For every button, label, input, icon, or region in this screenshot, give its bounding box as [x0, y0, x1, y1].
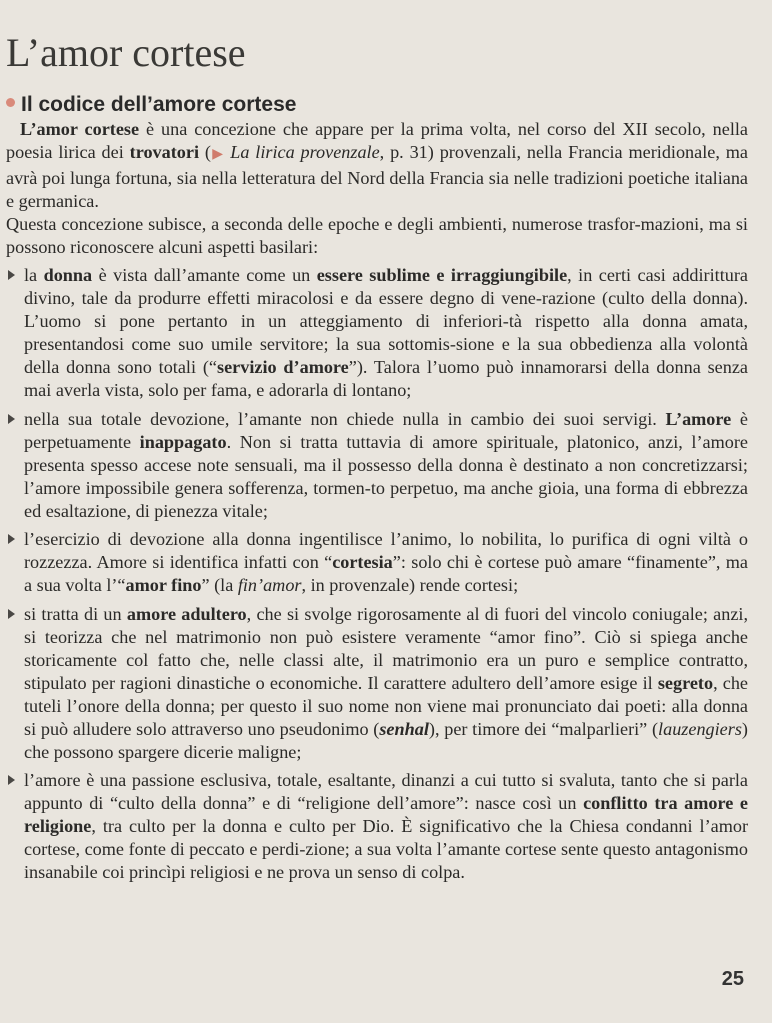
text: , in certi casi addirittura divino, tale da produrre effetti miracolosi e da essere degno di vene-razione (culto della donna). L’uomo si pone pertanto in un atteggiamento di inferiori-tà rispetto alla donna amata, presentandosi come suo umile servitore; la sua sottomis-sione e la sua obbedienza alla volontà della donna sono totali (“ [24, 265, 748, 378]
term: conflitto tra amore e religione [24, 793, 748, 837]
text: ”: solo chi è cortese può amare “finamente”, ma a sua volta l’“ [24, 552, 748, 596]
text: , tra culto per la donna e culto per Dio. È significativo che la Chiesa condanni l’amor cortese, come fonte di peccato e perdi-zione; a sua volta l’amante cortese sente questo antagonismo insanabile coi princìpi religiosi e ne prova un senso di colpa. [24, 816, 748, 883]
term: amore adultero [126, 604, 247, 625]
page-number: 25 [721, 968, 744, 990]
list-item [6, 769, 748, 884]
italic-term: fin’amor [237, 575, 302, 596]
italic-term: lauzengiers [658, 718, 742, 739]
text: è vista dall’amante come un [92, 265, 317, 286]
term: L’amore [665, 408, 732, 429]
list-item [6, 603, 748, 763]
bullet-dot-icon [6, 98, 15, 107]
text: la [24, 265, 44, 286]
list-item [6, 408, 748, 523]
text: l’amore è una passione esclusiva, totale, esaltante, dinanzi a cui tutto si svaluta, tanto che si parla appunto di “culto della donna” e di “religione dell’amore”: nasce così un [24, 770, 748, 814]
text: . Non si tratta tuttavia di amore spirituale, platonico, anzi, l’amore presenta spesso accese note sensuali, ma il possesso della donna è destinato a non concretizzarsi; l’amore impossibile genera sofferenza, tormen-to perpetuo, ma anche gioia, una forma di ebbrezza ed esaltazione, di pienezza vitale; [24, 431, 748, 521]
bullet-arrow-icon [8, 775, 15, 785]
term: trovatori [129, 141, 199, 162]
chapter-title: L’amor cortese [6, 30, 246, 75]
term: segreto [657, 672, 714, 693]
section-heading [6, 92, 296, 118]
bullet-arrow-icon [8, 270, 15, 280]
text: è una concezione che appare per la prima volta, nel corso del XII secolo, nella poesia lirica dei [6, 119, 748, 162]
text: l’esercizio di devozione alla donna ingentilisce l’animo, lo nobilita, lo purifica di ogni viltà o rozzezza. Amore si identifica infatti con “ [24, 529, 748, 573]
text: provenzali, nella Francia meridionale, ma avrà poi lunga fortuna, sia nella letteratura del Nord della Francia sia nelle tradizioni poetiche italiana e germanica. [6, 141, 748, 211]
intro-paragraph-2: Questa concezione subisce, a seconda delle epoche e degli ambienti, numerose trasfor-mazioni, ma si possono riconoscere alcuni aspetti basilari: [6, 213, 748, 257]
bullet-arrow-icon [8, 534, 15, 544]
text: ” (la [201, 575, 238, 596]
text: , in provenzale) rende cortesi; [301, 575, 519, 596]
term: essere sublime e irraggiungibile [316, 265, 568, 286]
cross-reference-link[interactable]: La lirica provenzale [230, 141, 380, 162]
bullet-arrow-icon [8, 414, 15, 424]
text: ”). Talora l’uomo può innamorarsi della donna senza mai averla vista, solo per fama, e adorarla di lontano; [24, 357, 748, 400]
term: L’amor cortese [20, 119, 140, 139]
body-text [6, 118, 748, 890]
term: cortesia [332, 552, 393, 573]
list-item [6, 264, 748, 401]
text: è perpetuamente [24, 408, 749, 452]
text: ), per timore dei “malparlieri” ( [428, 718, 659, 739]
term: servizio d’amore [217, 357, 349, 378]
text: nella sua totale devozione, l’amante non chiede nulla in cambio dei suoi servigi. [24, 408, 666, 429]
term: amor fino [125, 575, 202, 596]
term: inappagato [139, 431, 227, 452]
list-item [6, 528, 748, 597]
text: , che si svolge rigorosamente al di fuori del vincolo coniugale; anzi, si teorizza che nel matrimonio non può esistere veramente “amor fino”. Ciò si spiega anche storicamente col fatto che, nelle classi alte, il matrimonio era un puro e semplice contratto, stipulato per ragioni dinastiche o economiche. Il carattere adultero dell’amore esige il [24, 604, 748, 693]
bullet-arrow-icon [8, 609, 15, 619]
text: , p. 31) [379, 141, 434, 162]
text: si tratta di un [24, 604, 127, 625]
term: donna [43, 265, 93, 286]
aspects-list [6, 264, 748, 884]
italic-term: senhal [379, 718, 429, 739]
text: ) che possono spargere dicerie maligne; [24, 718, 748, 762]
section-heading-text: Il codice dell’amore cortese [21, 93, 297, 116]
intro-paragraph-1: L’amor cortese è una concezione che appare per la prima volta, nel corso del XII secolo, nella poesia lirica dei trovatori (▶ La lirica provenzale, p. 31) provenzali, nella Francia meridionale, ma avrà poi lunga fortuna, sia nella letteratura del Nord della Francia sia nelle tradizioni poetiche italiana e germanica. [6, 119, 748, 211]
reference-arrow-icon: ▶ [210, 146, 225, 162]
text: , che tuteli l’onore della donna; per questo il suo nome non viene mai pronunciato dai poeti: alla donna si può alludere solo attraverso uno pseudonimo ( [24, 672, 748, 739]
